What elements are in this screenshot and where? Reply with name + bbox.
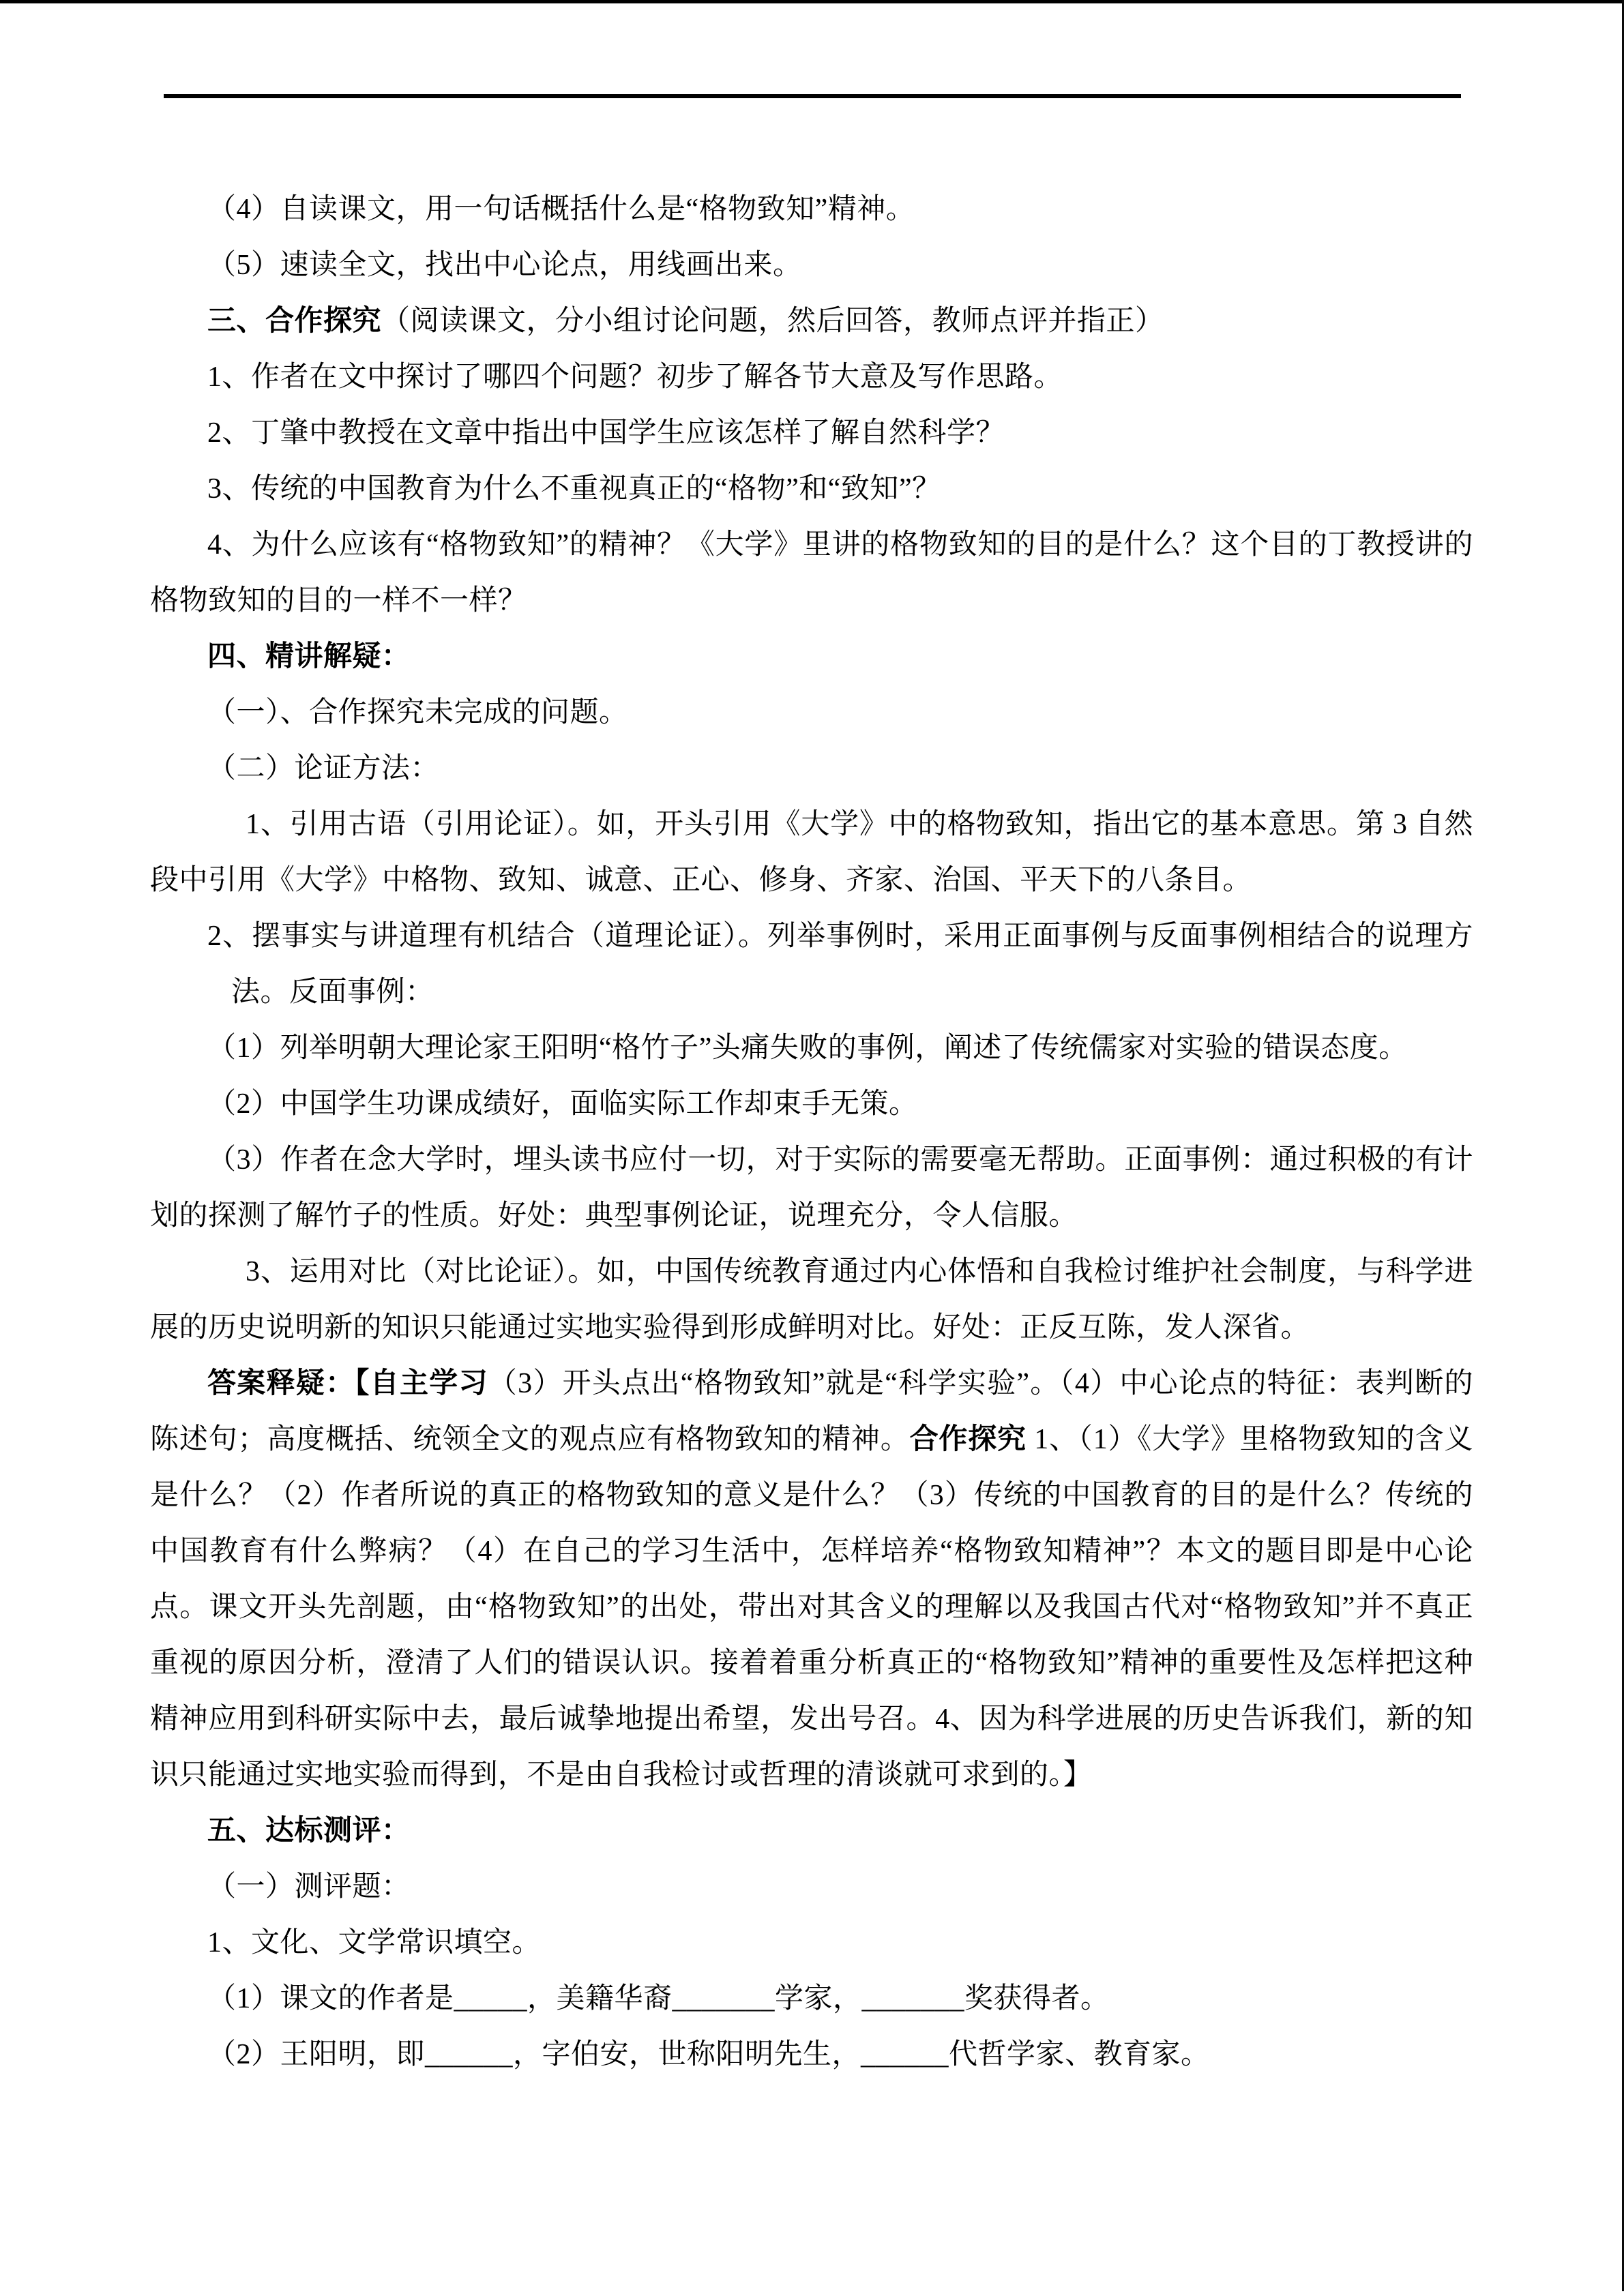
paragraph-text: （3）作者在念大学时，埋头读书应付一切，对于实际的需要毫无帮助。正面事例：通过积极的有计划的探测了解竹子的性质。好处：典型事例论证，说理充分，令人信服。	[150, 1144, 1473, 1232]
list-item-argument-methods	[150, 741, 1473, 796]
list-item-fill-blank-intro	[150, 1915, 1473, 1971]
paragraph-text: 2、丁肇中教授在文章中指出中国学生应该怎样了解自然科学？	[207, 417, 1005, 449]
fill-blank-item-wangyangming	[150, 2027, 1473, 2083]
list-item-method-facts	[150, 908, 1473, 1020]
list-item-self-study-5	[150, 237, 1473, 293]
paragraph-text: （2）中国学生功课成绩好，面临实际工作却束手无策。	[207, 1088, 918, 1120]
paragraph-text: 3、传统的中国教育为什么不重视真正的“格物”和“致知”？	[207, 473, 941, 505]
scan-edge-top	[0, 0, 1624, 3]
section-heading-cooperative-inquiry	[150, 293, 1473, 349]
answer-key-label: 答案释疑：	[207, 1368, 355, 1399]
paragraph-text: （一）测评题：	[207, 1871, 411, 1903]
section-heading-bold: 四、精讲解疑：	[207, 641, 411, 672]
cooperative-inquiry-label: 合作探究	[909, 1424, 1027, 1455]
section-heading-explain-doubts	[150, 629, 1473, 685]
list-item-method-quote	[150, 796, 1473, 908]
paragraph-text: 1、文化、文学常识填空。	[207, 1927, 542, 1958]
list-item-question-1	[150, 349, 1473, 405]
list-item-method-contrast	[150, 1244, 1473, 1356]
paragraph-text: 1、（1）《大学》里格物致知的含义是什么？（2）作者所说的真正的格物致知的意义是什么？（3）传统的中国教育的目的是什么？传统的中国教育有什么弊病？（4）在自己的学习生活中，怎样培养“格物致知精神”？本文的题目即是中心论点。课文开头先剖题，由“格物致知”的出处，带出对其含义的理解以及我国古代对“格物致知”并不真正重视的原因分析，澄清了人们的错误认识。接着着重分析真正的“格物致知”精神的重要性及怎样把这种精神应用到科研实际中去，最后诚挚地提出希望，发出号召。4、因为科学进展的历史告诉我们，新的知识只能通过实地实验而得到，不是由自我检讨或哲理的清谈就可求到的。】	[150, 1424, 1473, 1791]
list-item-self-study-4	[150, 181, 1473, 237]
section-heading-bold: 五、达标测评：	[207, 1815, 411, 1847]
paragraph-text: （5）速读全文，找出中心论点，用线画出来。	[207, 250, 802, 281]
paragraph-answer-key	[150, 1356, 1473, 1803]
paragraph-text: （2）王阳明，即______，字伯安，世称阳明先生，______代哲学家、教育家。	[207, 2039, 1210, 2070]
paragraph-text: 1、作者在文中探讨了哪四个问题？初步了解各节大意及写作思路。	[207, 361, 1063, 393]
list-item-question-4	[150, 517, 1473, 629]
paragraph-text: （二）论证方法：	[207, 753, 440, 784]
document-body	[150, 181, 1473, 2083]
header-divider-rule	[164, 94, 1461, 98]
paragraph-text: （3）开头点出“格物致知”就是“科学实验”。（4）中心论点的特征：表判断的陈述句；高度概括、统领全文的观点应有格物致知的精神。	[150, 1368, 1473, 1455]
list-item-example-2	[150, 1076, 1473, 1132]
paragraph-text: （1）课文的作者是_____，美籍华裔_______学家，_______奖获得者。	[207, 1983, 1110, 2014]
list-item-question-3	[150, 461, 1473, 517]
paragraph-text: （1）列举明朝大理论家王阳明“格竹子”头痛失败的事例，阐述了传统儒家对实验的错误态度。	[207, 1032, 1408, 1064]
section-heading-assessment	[150, 1803, 1473, 1859]
list-item-unfinished-problems	[150, 685, 1473, 741]
list-item-question-2	[150, 405, 1473, 461]
list-item-example-3	[150, 1132, 1473, 1244]
paragraph-text: 1、引用古语（引用论证）。如，开头引用《大学》中的格物致知，指出它的基本意思。第 3 自然段中引用《大学》中格物、致知、诚意、正心、修身、齐家、治国、平天下的八条目。	[150, 809, 1473, 896]
self-study-bracket-label: 【自主学习	[355, 1368, 488, 1399]
paragraph-text: 4、为什么应该有“格物致知”的精神？《大学》里讲的格物致知的目的是什么？这个目的丁教授讲的格物致知的目的一样不一样？	[150, 529, 1473, 616]
paragraph-text: 2、摆事实与讲道理有机结合（道理论证）。列举事例时，采用正面事例与反面事例相结合的说理方法。反面事例：	[207, 921, 1473, 1008]
list-item-assessment-questions	[150, 1859, 1473, 1915]
paragraph-text: （一）、合作探究未完成的问题。	[207, 697, 628, 728]
fill-blank-item-author	[150, 1971, 1473, 2027]
paragraph-text: 3、运用对比（对比论证）。如，中国传统教育通过内心体悟和自我检讨维护社会制度，与科学进展的历史说明新的知识只能通过实地实验得到形成鲜明对比。好处：正反互陈，发人深省。	[150, 1256, 1473, 1343]
section-heading-note: （阅读课文，分小组讨论问题，然后回答，教师点评并指正）	[381, 305, 1164, 337]
section-heading-bold: 三、合作探究	[207, 305, 382, 337]
paragraph-text: （4）自读课文，用一句话概括什么是“格物致知”精神。	[207, 194, 915, 225]
list-item-example-1	[150, 1020, 1473, 1076]
